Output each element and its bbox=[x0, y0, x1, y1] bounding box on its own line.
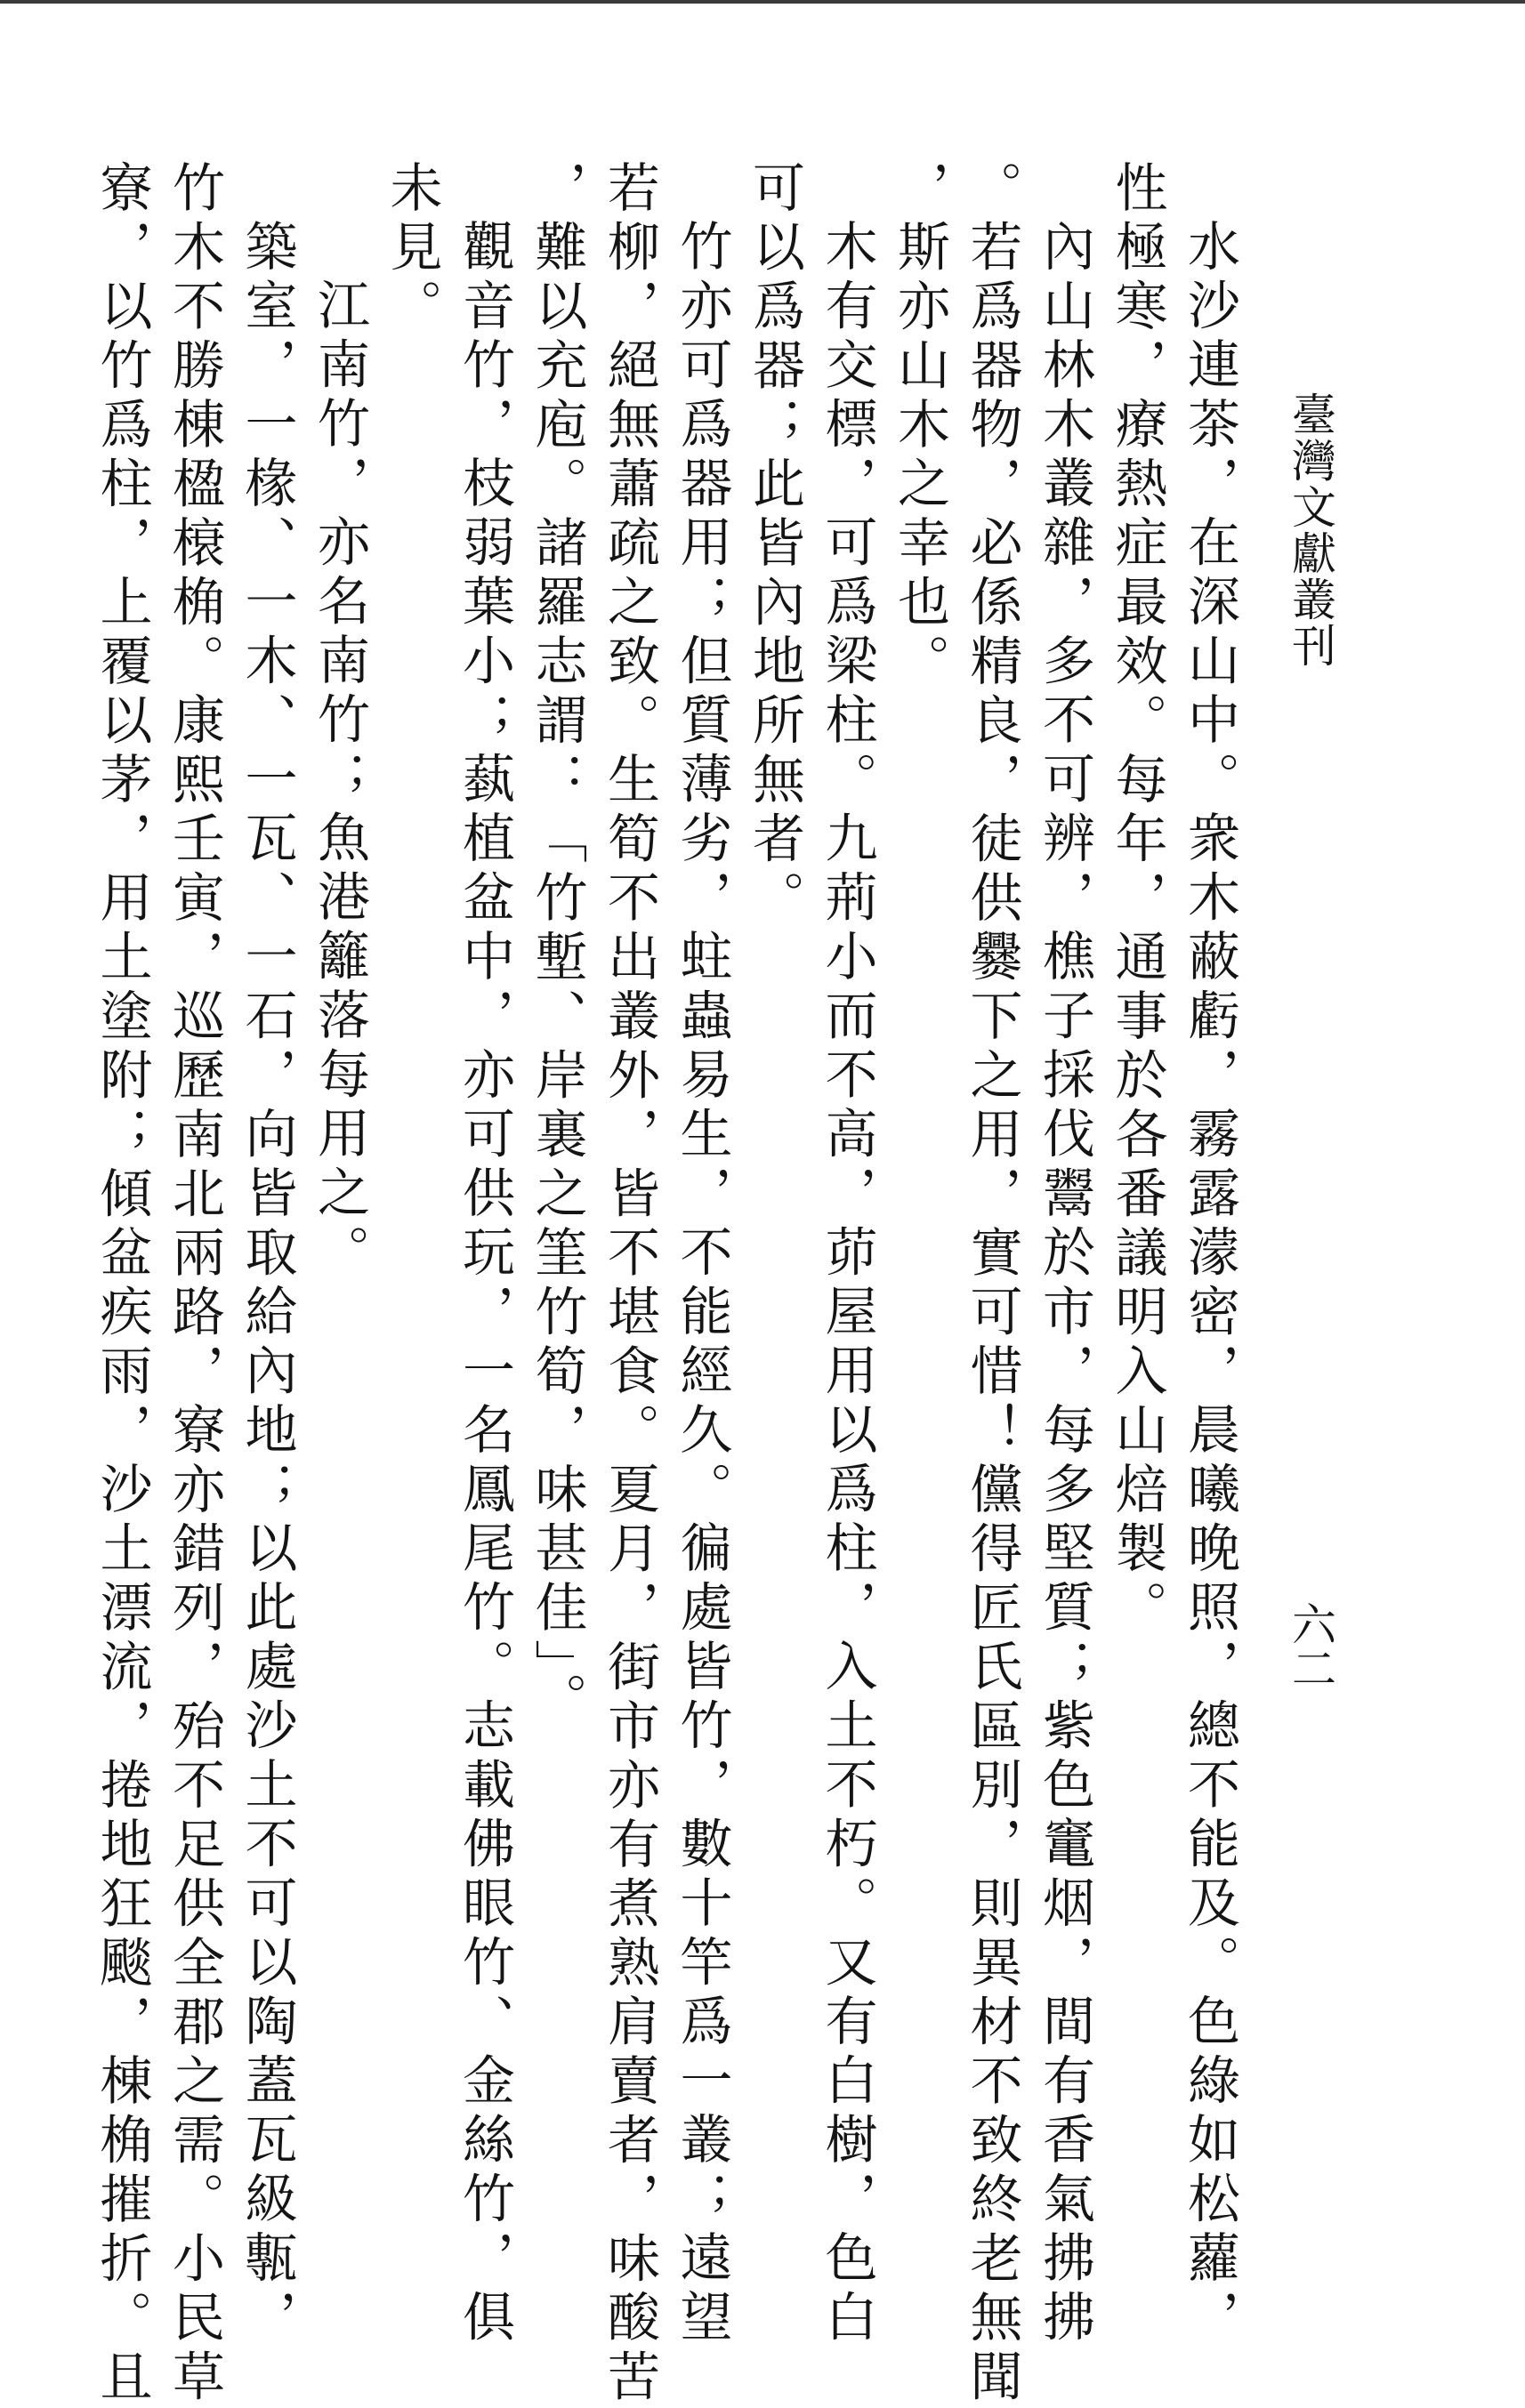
text-column: 若柳，絕無蕭疏之致。生筍不出叢外，皆不堪食。夏月，街市亦有煮熟肩賣者，味酸苦 bbox=[599, 160, 660, 2408]
paragraph-jiangnan-bamboo bbox=[303, 160, 376, 2117]
paragraph-house-building bbox=[85, 160, 303, 2408]
series-title: 臺灣文獻叢刊 bbox=[1285, 391, 1336, 669]
text-column: 竹木不勝棟楹榱桷。康熙壬寅，巡歷南北兩路，寮亦錯列，殆不足供全郡之需。小民草 bbox=[164, 160, 225, 2408]
text-column: ，難以充庖。諸羅志謂：「竹塹、岸裏之筀竹筍，味甚佳」。 bbox=[526, 160, 588, 1731]
text-column: ，斯亦山木之幸也。 bbox=[889, 160, 950, 693]
paragraph-mountain-timber bbox=[884, 160, 1101, 2408]
text-column: 竹亦可爲器用；但質薄劣，蛀蟲易生，不能經久。徧處皆竹，數十竿爲一叢；遠望 bbox=[671, 219, 733, 2348]
text-column: 水沙連茶，在深山中。衆木蔽虧，霧露濛密，晨曦晚照，總不能及。色綠如松蘿， bbox=[1179, 219, 1240, 2348]
text-column: 。若爲器物，必係精良，徒供爨下之用，實可惜！儻得匠氏區別，則異材不致終老無聞 bbox=[961, 160, 1023, 2408]
text-column: 可以爲器；此皆內地所無者。 bbox=[744, 160, 805, 930]
text-column: 內山林木叢雜，多不可辨，樵子採伐鬻於市，每多堅質；紫色竃烟，間有香氣拂拂 bbox=[1034, 219, 1095, 2348]
paragraph-bamboo bbox=[520, 160, 738, 2408]
text-column: 觀音竹，枝弱葉小；蓺植盆中，亦可供玩，一名鳳尾竹。志載佛眼竹、金絲竹，俱 bbox=[454, 219, 515, 2348]
page-number: 六二 bbox=[1285, 1601, 1336, 1690]
top-border-line bbox=[0, 0, 1525, 4]
text-column: 江南竹，亦名南竹；魚港籬落每用之。 bbox=[309, 278, 370, 1284]
main-text bbox=[53, 160, 1246, 2408]
text-column: 寮，以竹爲柱，上覆以茅，用土塗附；傾盆疾雨，沙土漂流，捲地狂颷，棟桷摧折。且 bbox=[91, 160, 153, 2408]
text-column: 木有交標，可爲梁柱。九荊小而不高，茆屋用以爲柱，入土不朽。又有白樹，色白 bbox=[816, 219, 878, 2348]
text-column: 性極寒，療熱症最效。每年，通事於各番議明入山焙製。 bbox=[1106, 160, 1168, 1639]
paragraph-tea bbox=[1101, 160, 1246, 2348]
paragraph-pillar-wood bbox=[738, 160, 884, 2348]
text-column: 築室，一椽、一木、一瓦、一石，向皆取給內地；以此處沙土不可以陶蓋瓦級甎， bbox=[236, 219, 298, 2348]
text-column: 未見。 bbox=[381, 160, 443, 338]
paragraph-guanyin-bamboo bbox=[375, 160, 520, 2348]
